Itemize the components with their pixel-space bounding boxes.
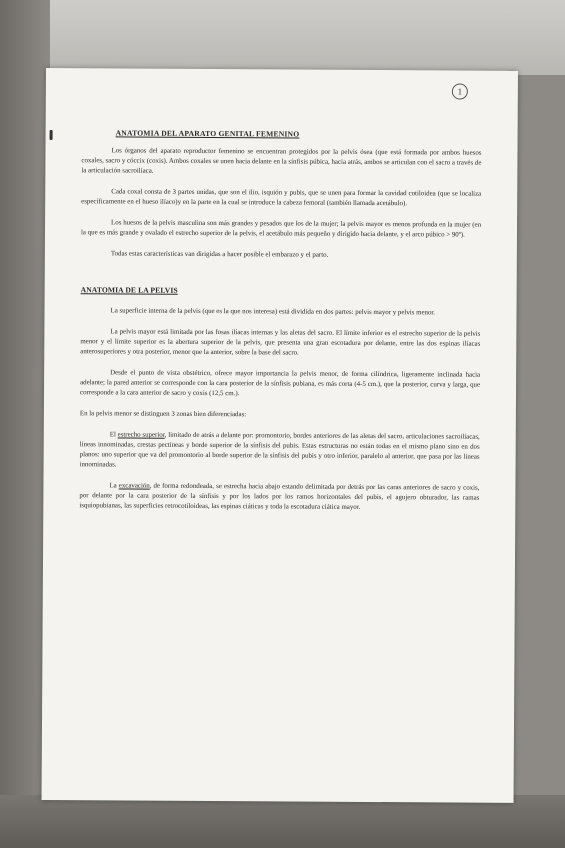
paragraph: Los huesos de la pelvis masculina son más grandes y pesados que los de la mujer; la pelvis mayor es menos profunda en la mujer (en la que es más grande y ovalado el estrecho superior de la pelvis, el acetábulo más pequeño y dirigido hacia delante, y el arco púbico > 90º). — [80, 219, 482, 239]
paragraph-estrecho-superior — [80, 430, 480, 472]
text: La — [109, 482, 119, 490]
text: El — [109, 431, 118, 439]
text: , limitado de atrás a delante por: promontorio, bordes anteriores de las aletas del sacro, articulaciones sacroilíacas, líneas innominadas, crestas pectíneas y borde superior de la sínfisis del pubis. Estas estructuras no están todas en el mismo plano sino en dos planos: uno superior que va del promontorio al borde superior de la sínfisis del pubis y otro inferior, paralelo al anterior, que pasa por las líneas innominadas. — [79, 431, 480, 469]
document-page — [42, 68, 518, 803]
paragraph: Los órganos del aparato reproductor femenino se encuentran protegidos por la pelvis ósea (que está formada por ambos huesos coxales, sacro y cóccix (coxis). Ambos coxales se unen hacia delante en la sínfisis púbica, hacia atrás, ambos se articulan con el sacro a través de la articulación sacroilíaca. — [81, 147, 482, 175]
section-title-pelvis: ANATOMIA DE LA PELVIS — [80, 285, 178, 295]
page-number: 1 — [452, 83, 468, 99]
paragraph: Cada coxal consta de 3 partes unidas, que son el ilio, isquión y pubis, que se unen para formar la cavidad cotiloidea (que se localiza específicamente en el hueso ilíaco)y en la parte en la cual se introduce la cabeza femoral (también llamada acetábulo). — [81, 188, 482, 208]
paragraph-excavacion — [79, 481, 479, 513]
background-bottom — [0, 795, 565, 848]
document-body — [79, 128, 481, 524]
margin-mark — [50, 130, 53, 140]
paragraph: La superficie interna de la pelvis (que es la que nos interesa) está dividida en dos partes: pelvis mayor y pelvis menor. — [110, 307, 436, 317]
paragraph: Todas estas características van dirigidas a hacer posible el embarazo y el parto. — [110, 250, 329, 259]
section-title-genital: ANATOMIA DEL APARATO GENITAL FEMENINO — [115, 128, 300, 139]
paragraph: La pelvis mayor está limitada por las fosas ilíacas internas y las aletas del sacro. El límite inferior es el estrecho superior de la pelvis menor y el límite superior es la abertura superior de la pelvis, que presenta una gran escotadura por delante, entre las dos espinas ilíacas anterosuperiores y otra posterior, menor que la anterior, sobre la base del sacro. — [80, 328, 481, 357]
paragraph: Desde el punto de vista obstétrico, ofrece mayor importancia la pelvis menor, de forma cilíndrica, ligeramente inclinada hacia adelante; la pared anterior se corresponde con la cara posterior de la sínfisis pubiana, es más corta (4-5 cm.), que la posterior, curva y larga, que corresponde a la cara anterior de sacro y coxis (12,5 cm.). — [79, 369, 481, 398]
background-top — [0, 0, 565, 75]
term-excavacion: excavación — [118, 482, 150, 490]
text: , de forma redondeada, se estrecha hacia abajo estando delimitada por detrás por las caras anteriores de sacro y coxis, por delante por la cara posterior de la sínfisis y por los lados por los ramos horizontales del pubis, el agujero obturador, las ramas isquiopubianas, las superficies retrocotiloideas, las espinas ciáticas y toda la escotadura ciática mayor. — [79, 482, 480, 511]
paragraph: En la pelvis menor se distinguen 3 zonas bien diferenciadas: — [79, 410, 247, 419]
term-estrecho-superior: estrecho superior — [117, 431, 165, 439]
